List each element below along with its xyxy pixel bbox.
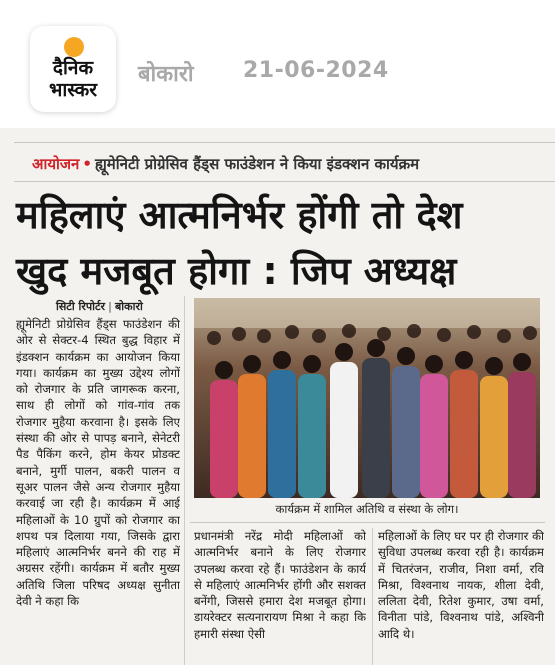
column-divider <box>372 528 373 665</box>
kicker <box>32 154 419 174</box>
masthead <box>0 0 555 128</box>
column-divider <box>184 296 185 665</box>
divider <box>14 181 555 182</box>
kicker-bullet: • <box>82 155 92 173</box>
byline <box>56 299 143 314</box>
byline-desk: सिटी रिपोर्टर <box>56 300 105 313</box>
group-photo-illustration <box>194 298 540 498</box>
article-column-1: ह्यूमेनिटी प्रोग्रेसिव हैंड्स फाउंडेशन की ओर से सेक्टर-4 स्थित बुद्ध विहार में इंडक्शन कार्यक्रम का आयोजन किया गया। कार्यक्रम का मुख्य उद्देश्य लोगों को रोजगार के प्रति जागरूक करना, साथ ही लोगों को गांव-गांव तक रोजगार मुहैया करवाना है। इसके लिए संस्था की ओर से पापड़ बनाने, सेनेटरी पैड पैकिंग करने, होम केयर प्रोडक्ट बनाने, मुर्गी पालन, बकरी पालन व सूअर पालन जैसे अन्य रोजगार मुहैया करवाई जा रही है। कार्यक्रम में आई महिलाओं के 10 ग्रुपों को रोजगार का शपथ पत्र दिलाया गया, जिसके द्वारा महिलाएं आत्मनिर्भर बनने की राह में अग्रसर रहेंगी। कार्यक्रम में बतौर मुख्य अतिथि जिला परिषद अध्यक्ष सुनीता देवी ने कहा कि <box>16 317 180 609</box>
article-column-2: प्रधानमंत्री नरेंद्र मोदी महिलाओं को आत्मनिर्भर बनाने के लिए रोजगार उपलब्ध करवा रहे हैं। फाउंडेशन के कार्य से महिलाएं आत्मनिर्भर होंगी और सशक्त बनेंगी, जिससे हमारा देश मजबूत होगा। डायरेक्टर सत्यनारायण मिश्रा ने कहा कि हमारी संस्था ऐसी <box>194 529 366 641</box>
edition-name: बोकारो <box>138 62 194 87</box>
headline-line-1: महिलाएं आत्मनिर्भर होंगी तो देश <box>16 193 463 237</box>
article-column-3: महिलाओं के लिए घर पर ही रोजगार की सुविधा उपलब्ध करवा रही है। कार्यक्रम में चितरंजन, राजीव, निशा वर्मा, रवि मिश्रा, विश्वनाथ नायक, शीला देवी, ललिता देवी, रितेश कुमार, उषा वर्मा, विनीता पांडे, विश्वनाथ पांडे, अश्विनी आदि थे। <box>378 529 544 641</box>
byline-separator: | <box>108 300 113 313</box>
byline-city: बोकारो <box>115 300 143 313</box>
sun-icon <box>64 37 84 57</box>
logo-text-line1: दैनिक <box>52 57 94 79</box>
event-group-photo <box>194 298 540 498</box>
kicker-label: आयोजन <box>32 155 80 173</box>
edition-date: 21-06-2024 <box>243 58 389 83</box>
divider <box>190 522 545 523</box>
kicker-text: ह्यूमेनिटी प्रोग्रेसिव हैंड्स फाउंडेशन ने किया इंडक्शन कार्यक्रम <box>94 155 420 173</box>
divider <box>14 142 555 143</box>
headline-line-2: खुद मजबूत होगा : जिप अध्यक्ष <box>16 249 457 293</box>
photo-caption: कार्यक्रम में शामिल अतिथि व संस्था के लोग। <box>275 502 459 516</box>
dainik-bhaskar-logo[interactable] <box>30 26 116 112</box>
logo-text-line2: भास्कर <box>48 79 98 101</box>
